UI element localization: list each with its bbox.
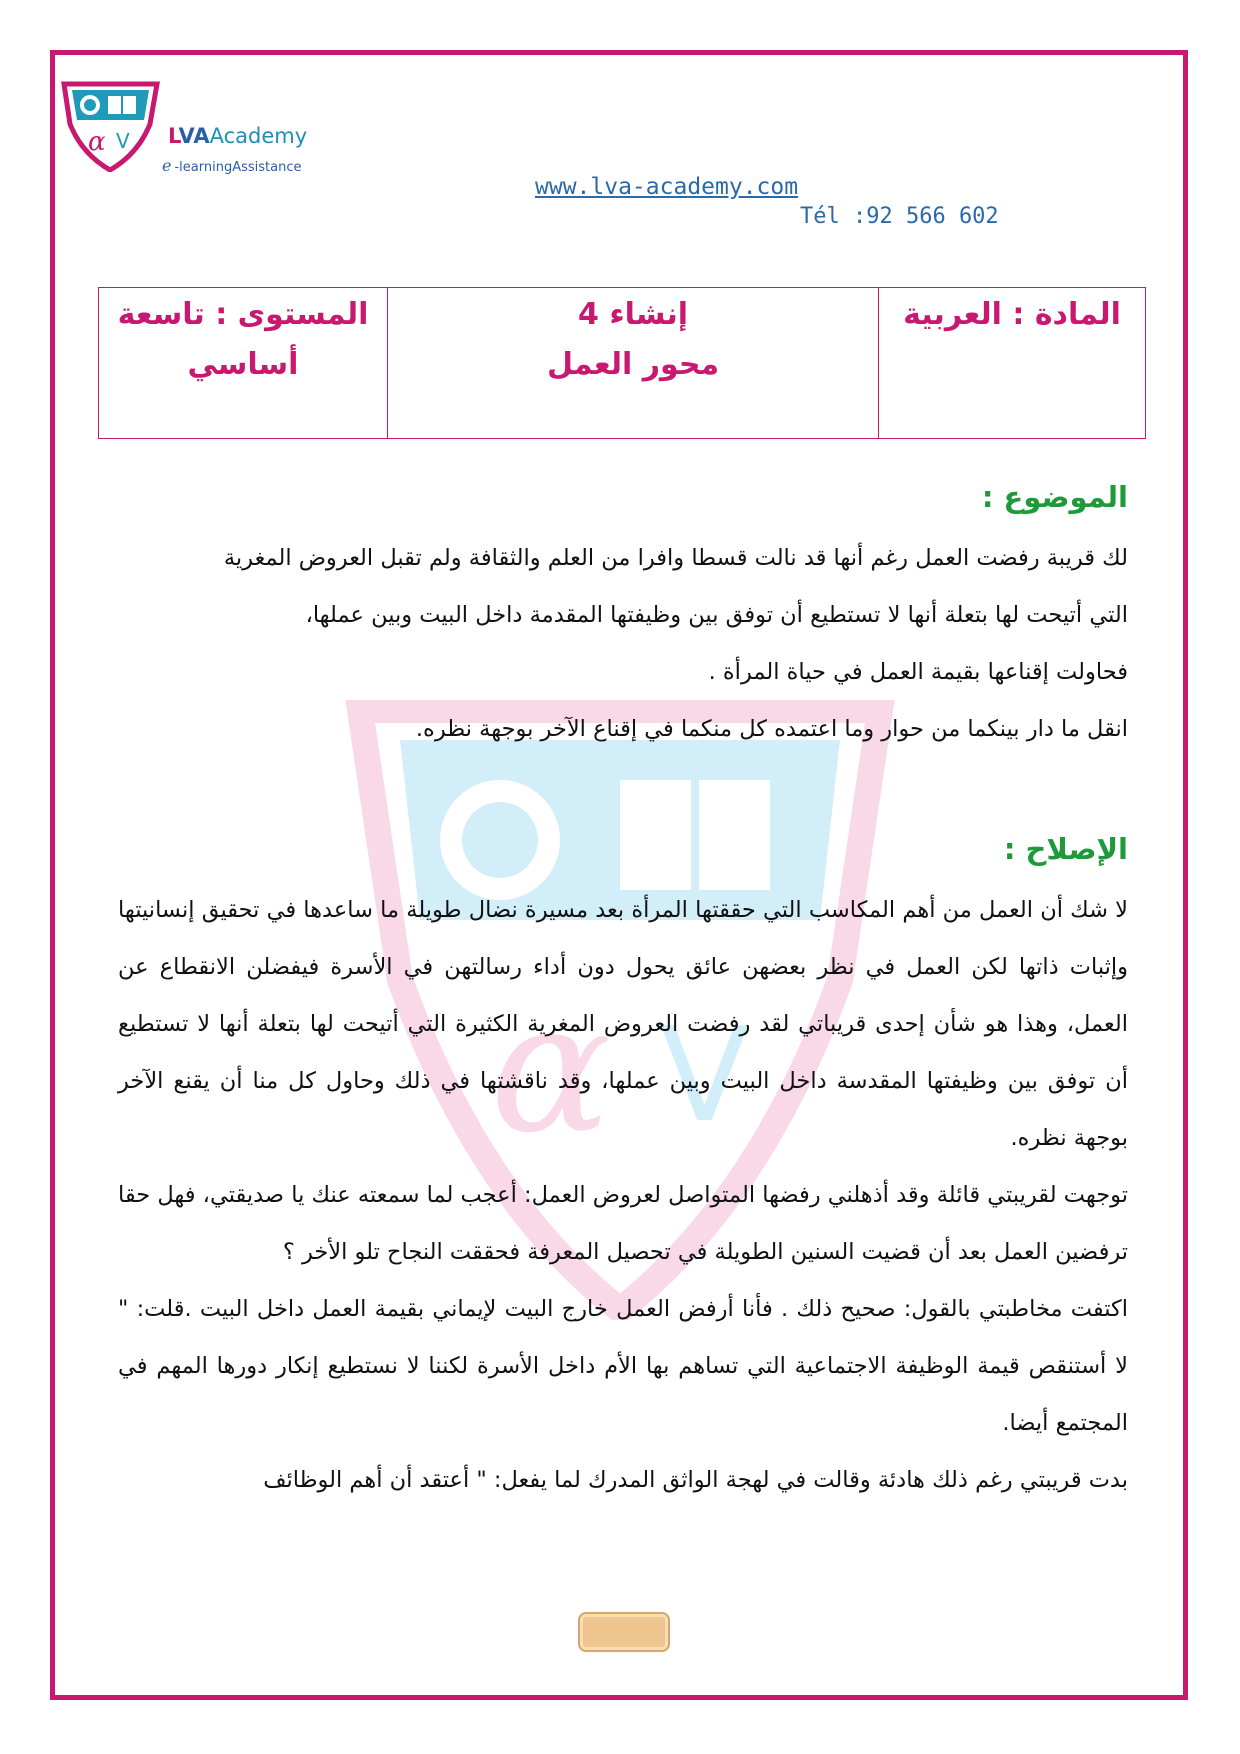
brand-tagline: e -learningAssistance [162, 156, 302, 175]
topic-line: انقل ما دار بينكما من حوار وما اعتمده كل منكما في إقناع الآخر بوجهة نظره. [415, 716, 1128, 742]
topic-text [118, 530, 1128, 758]
level-label: المستوى : تاسعة [117, 297, 369, 332]
lva-academy-logo-icon [58, 80, 163, 172]
topic-line: لك قريبة رفضت العمل رغم أنها قد نالت قسطا وافرا من العلم والثقافة ولم تقبل العروض المغرية [223, 545, 1128, 571]
level-value: أساسي [187, 347, 299, 382]
correction-paragraph: بدت قريبتي رغم ذلك هادئة وقالت في لهجة الواثق المدرك لما يفعل: " أعتقد أن أهم الوظائف [263, 1467, 1128, 1493]
title-cell [388, 288, 879, 439]
correction-paragraph: توجهت لقريبتي قائلة وقد أذهلني رفضها المتواصل لعروض العمل: أعجب لما سمعته عنك يا صديقتي، فهل حقا ترفضين العمل بعد أن قضيت السنين الطويلة في تحصيل المعرفة فحققت النجاح تلو الأخر ؟ [118, 1182, 1128, 1265]
lesson-theme: محور العمل [546, 347, 720, 382]
topic-line: التي أتيحت لها بتعلة أنها لا تستطيع أن توفق بين وظيفتها المقدمة داخل البيت وبين عملها، [305, 602, 1128, 628]
correction-paragraph: اكتفت مخاطبتي بالقول: صحيح ذلك . فأنا أرفض العمل خارج البيت لإيماني بقيمة العمل داخل البيت .قلت: " لا أستنقص قيمة الوظيفة الاجتماعية التي تساهم بها الأم داخل الأسرة لكننا لا نستطيع إنكار دورها المهم في المجتمع أيضا. [118, 1296, 1128, 1436]
subject-cell [879, 288, 1146, 439]
correction-text [118, 882, 1128, 1509]
website-link[interactable]: www.lva-academy.com [535, 174, 799, 200]
topic-line: فحاولت إقناعها بقيمة العمل في حياة المرأة . [708, 659, 1128, 685]
topic-heading: الموضوع : [981, 480, 1128, 514]
phone-number: Tél :92 566 602 [800, 204, 999, 229]
level-cell [99, 288, 388, 439]
svg-text:α: α [88, 127, 106, 157]
correction-paragraph: لا شك أن العمل من أهم المكاسب التي حققتها المرأة بعد مسيرة نضال طويلة ما ساعدها في تحقيق إنسانيتها وإثبات ذاتها لكن العمل في نظر بعضهن عائق يحول دون أداء رسالتهن في الأسرة فيفضلن الانقطاع عن العمل، وهذا هو شأن إحدى قريباتي لقد رفضت العروض المغرية الكثيرة التي أتيحت لها بتعلة أنها لا تستطيع أن توفق بين وظيفتها المقدسة داخل البيت وبين عملها، وقد ناقشتها في ذلك وحاول كل منا أن يقنع الآخر بوجهة نظره. [118, 897, 1128, 1151]
svg-text:α: α [490, 964, 612, 1173]
svg-text:V: V [116, 129, 130, 153]
info-table [98, 287, 1146, 439]
subject-label: المادة : العربية [903, 297, 1121, 332]
svg-text:V: V [660, 999, 749, 1151]
correction-heading: الإصلاح : [1003, 832, 1128, 866]
page-number-badge [578, 1612, 670, 1652]
lesson-title: إنشاء 4 [578, 297, 688, 332]
brand-name: LVAAcademy [168, 124, 308, 148]
